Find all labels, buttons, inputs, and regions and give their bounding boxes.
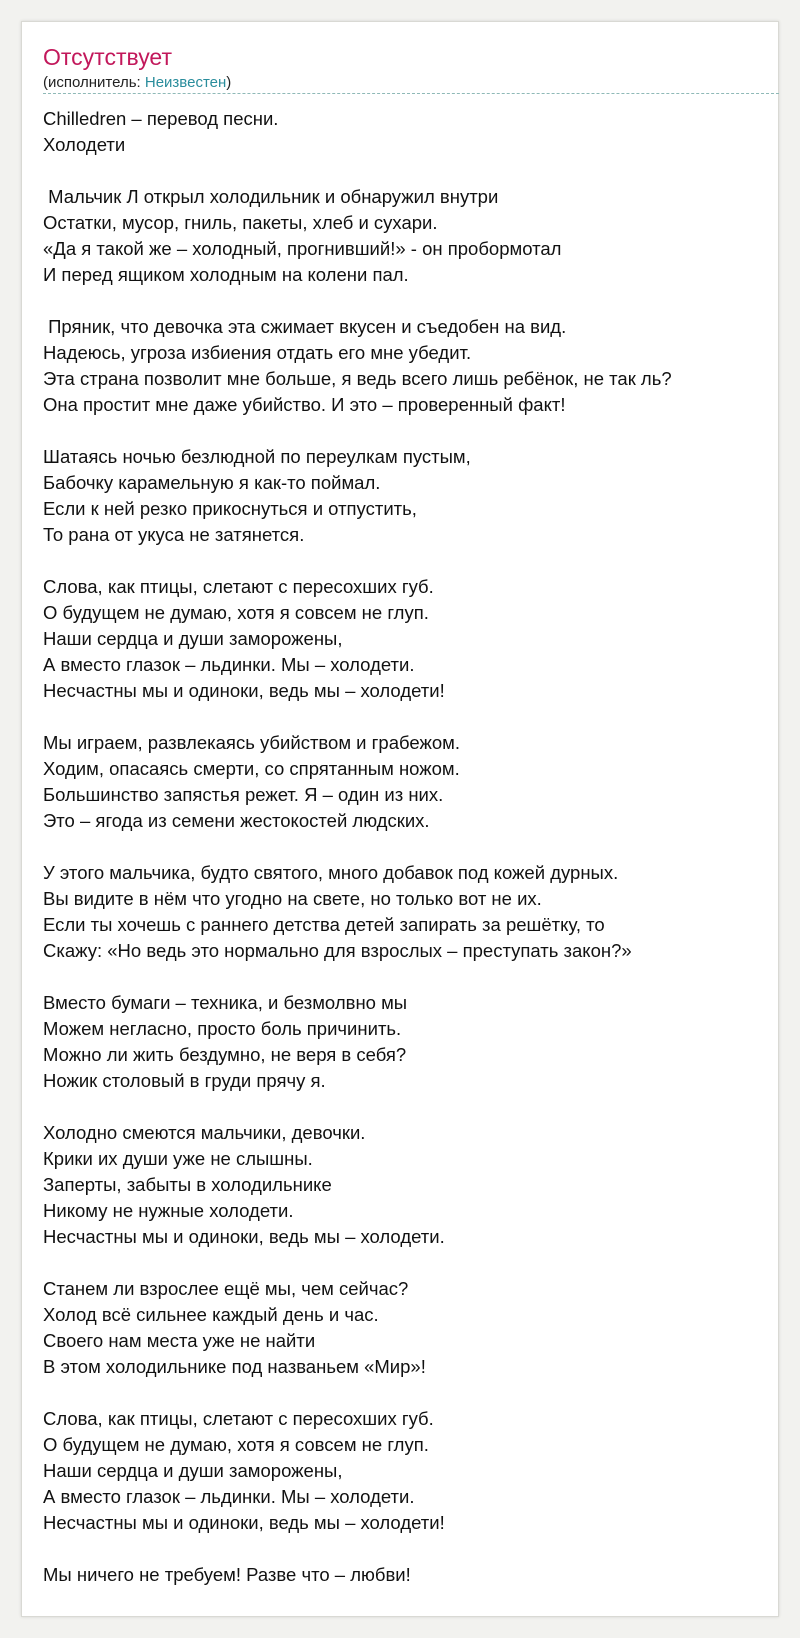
lyrics-line: Мы ничего не требуем! Разве что – любви!: [43, 1564, 411, 1585]
lyrics-line: Шатаясь ночью безлюдной по переулкам пустым,: [43, 446, 471, 467]
lyrics-line: О будущем не думаю, хотя я совсем не глуп.: [43, 602, 429, 623]
lyrics-card: [21, 21, 779, 1617]
lyrics-line: Несчастны мы и одиноки, ведь мы – холодети!: [43, 680, 445, 701]
lyrics-line: Наши сердца и души заморожены,: [43, 628, 343, 649]
lyrics-line: «Да я такой же – холодный, прогнивший!» - он пробормотал: [43, 238, 562, 259]
lyrics-line: Вы видите в нём что угодно на свете, но только вот не их.: [43, 888, 542, 909]
song-title: Отсутствует: [43, 44, 172, 70]
lyrics-line: Надеюсь, угроза избиения отдать его мне убедит.: [43, 342, 472, 363]
lyrics-line: Можем негласно, просто боль причинить.: [43, 1018, 402, 1039]
lyrics-stanza: [43, 574, 773, 704]
lyrics-stanza: [43, 106, 773, 158]
lyrics-line: Пряник, что девочка эта сжимает вкусен и съедобен на вид.: [43, 316, 567, 337]
lyrics-line: О будущем не думаю, хотя я совсем не глуп.: [43, 1434, 429, 1455]
lyrics-line: И перед ящиком холодным на колени пал.: [43, 264, 409, 285]
lyrics-line: Несчастны мы и одиноки, ведь мы – холодети.: [43, 1226, 445, 1247]
lyrics-line: Это – ягода из семени жестокостей людских.: [43, 810, 430, 831]
lyrics-line: Скажу: «Но ведь это нормально для взрослых – преступать закон?»: [43, 940, 632, 961]
lyrics-line: Мальчик Л открыл холодильник и обнаружил внутри: [43, 186, 499, 207]
artist-line: [43, 74, 231, 91]
lyrics-stanza: [43, 184, 773, 288]
lyrics-line: Вместо бумаги – техника, и безмолвно мы: [43, 992, 408, 1013]
lyrics-line: То рана от укуса не затянется.: [43, 524, 305, 545]
lyrics-line: Холодно смеются мальчики, девочки.: [43, 1122, 366, 1143]
lyrics-line: Несчастны мы и одиноки, ведь мы – холодети!: [43, 1512, 445, 1533]
lyrics-line: Заперты, забыты в холодильнике: [43, 1174, 332, 1195]
lyrics-line: Никому не нужные холодети.: [43, 1200, 294, 1221]
artist-suffix: ): [226, 74, 232, 91]
lyrics-line: А вместо глазок – льдинки. Мы – холодети.: [43, 1486, 415, 1507]
lyrics-stanza: [43, 1562, 773, 1588]
lyrics-line: Слова, как птицы, слетают с пересохших губ.: [43, 1408, 434, 1429]
lyrics-line: Большинство запястья режет. Я – один из них.: [43, 784, 444, 805]
lyrics-stanza: [43, 314, 773, 418]
lyrics-line: Слова, как птицы, слетают с пересохших губ.: [43, 576, 434, 597]
lyrics-line: Chilledren – перевод песни.: [43, 108, 279, 129]
lyrics-body: [43, 106, 773, 1588]
lyrics-line: Крики их души уже не слышны.: [43, 1148, 313, 1169]
lyrics-stanza: [43, 860, 773, 964]
lyrics-line: Она простит мне даже убийство. И это – проверенный факт!: [43, 394, 566, 415]
lyrics-stanza: [43, 990, 773, 1094]
lyrics-stanza: [43, 444, 773, 548]
lyrics-line: Ходим, опасаясь смерти, со спрятанным ножом.: [43, 758, 460, 779]
lyrics-line: Можно ли жить бездумно, не веря в себя?: [43, 1044, 407, 1065]
lyrics-line: Мы играем, развлекаясь убийством и грабежом.: [43, 732, 460, 753]
lyrics-line: Ножик столовый в груди прячу я.: [43, 1070, 326, 1091]
lyrics-stanza: [43, 730, 773, 834]
lyrics-line: Остатки, мусор, гниль, пакеты, хлеб и сухари.: [43, 212, 438, 233]
lyrics-line: Станем ли взрослее ещё мы, чем сейчас?: [43, 1278, 409, 1299]
lyrics-line: А вместо глазок – льдинки. Мы – холодети.: [43, 654, 415, 675]
title-divider: [43, 93, 779, 94]
lyrics-line: Если к ней резко прикоснуться и отпустить,: [43, 498, 417, 519]
lyrics-line: Своего нам места уже не найти: [43, 1330, 316, 1351]
lyrics-line: Холодети: [43, 134, 126, 155]
lyrics-stanza: [43, 1406, 773, 1536]
artist-link[interactable]: Неизвестен: [144, 74, 227, 91]
artist-prefix: (исполнитель:: [43, 74, 145, 91]
lyrics-line: У этого мальчика, будто святого, много добавок под кожей дурных.: [43, 862, 619, 883]
lyrics-line: Наши сердца и души заморожены,: [43, 1460, 343, 1481]
lyrics-line: Холод всё сильнее каждый день и час.: [43, 1304, 379, 1325]
lyrics-line: Эта страна позволит мне больше, я ведь всего лишь ребёнок, не так ль?: [43, 368, 672, 389]
lyrics-stanza: [43, 1120, 773, 1250]
lyrics-line: Бабочку карамельную я как-то поймал.: [43, 472, 381, 493]
lyrics-line: В этом холодильнике под названьем «Мир»!: [43, 1356, 426, 1377]
lyrics-stanza: [43, 1276, 773, 1380]
lyrics-line: Если ты хочешь с раннего детства детей запирать за решётку, то: [43, 914, 605, 935]
